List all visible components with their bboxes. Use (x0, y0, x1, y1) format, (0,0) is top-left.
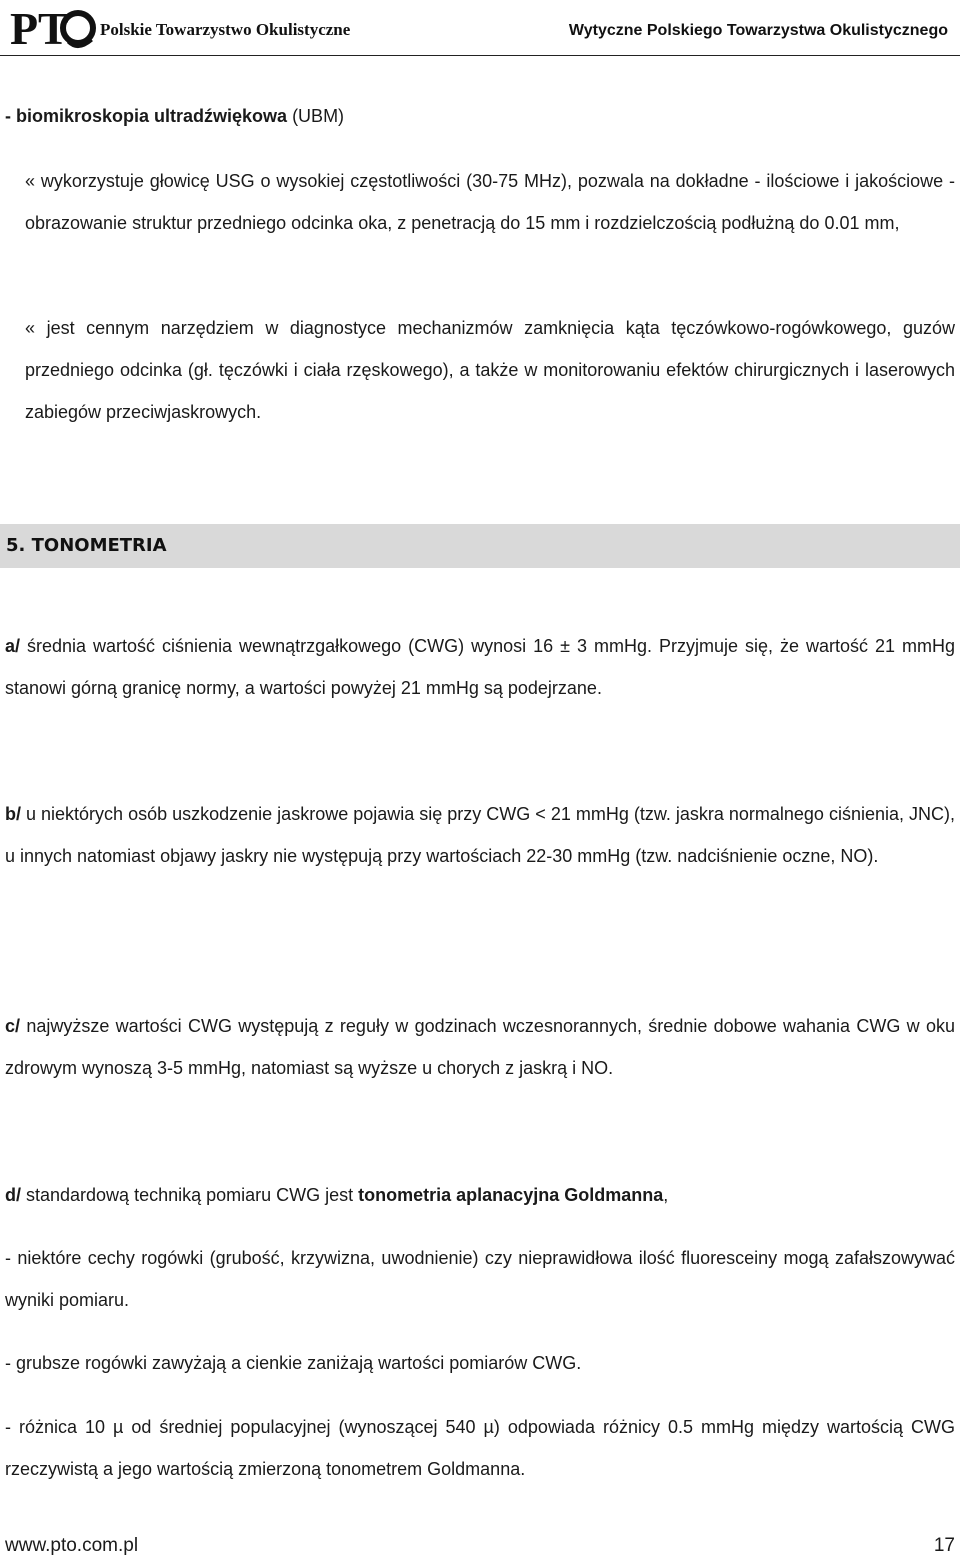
section-header-bar (0, 524, 960, 568)
item-a-label: a/ (5, 636, 21, 656)
svg-text:P: P (10, 3, 39, 52)
organization-name: Polskie Towarzystwo Okulistyczne (100, 20, 351, 39)
item-c (5, 1005, 955, 1089)
item-d-label: d/ (5, 1185, 21, 1205)
pto-logo (8, 2, 98, 52)
item-c-text: najwyższe wartości CWG występują z reguły w godzinach wczesnorannych, średnie dobowe wahania CWG w oku zdrowym wynoszą 3-5 mmHg, natomiast są wyższe u chorych z jaskrą i NO. (5, 1016, 955, 1078)
item-b (5, 793, 955, 877)
page-header (0, 0, 960, 62)
item-d-text-2: , (663, 1185, 669, 1205)
item-a (5, 625, 955, 709)
ubm-heading (5, 95, 955, 137)
ubm-paragraph-1: « wykorzystuje głowicę USG o wysokiej częstotliwości (30-75 MHz), pozwala na dokładne - ilościowe i jakościowe - obrazowanie struktur przedniego odcinka oka, z penetracją do 15 mm i rozdzielczością podłużną do 0.01 mm, (25, 171, 955, 233)
header-divider (0, 55, 960, 56)
document-title: Wytyczne Polskiego Towarzystwa Okulistycznego (568, 22, 948, 39)
ubm-heading-bold: - biomikroskopia ultradźwiękowa (5, 106, 288, 126)
item-a-text: średnia wartość ciśnienia wewnątrzgałkowego (CWG) wynosi 16 ± 3 mmHg. Przyjmuje się, że wartość 21 mmHg stanowi górną granicę normy, a wartości powyżej 21 mmHg są podejrzane. (5, 636, 955, 698)
bullet-2: - grubsze rogówki zawyżają a cienkie zaniżają wartości pomiarów CWG. (5, 1353, 582, 1373)
page-number: 17 (933, 1535, 955, 1556)
footer-url: www.pto.com.pl (5, 1535, 139, 1556)
ubm-paragraph-2: « jest cennym narzędziem w diagnostyce mechanizmów zamknięcia kąta tęczówkowo-rogówkowego, guzów przedniego odcinka (gł. tęczówki i ciała rzęskowego), a także w monitorowaniu efektów chirurgicznych i laserowych zabiegów przeciwjaskrowych. (25, 318, 955, 422)
item-d-bold: tonometria aplanacyjna Goldmanna (358, 1185, 664, 1205)
item-d-text-1: standardową techniką pomiaru CWG jest (21, 1185, 359, 1205)
item-b-text: u niektórych osób uszkodzenie jaskrowe pojawia się przy CWG < 21 mmHg (tzw. jaskra normalnego ciśnienia, JNC), u innych natomiast objawy jaskry nie występują przy wartościach 22-30 mmHg (tzw. nadciśnienie oczne, NO). (5, 804, 955, 866)
item-b-label: b/ (5, 804, 21, 824)
svg-text:T: T (38, 3, 69, 52)
item-d (5, 1174, 955, 1216)
bullet-3: - różnica 10 µ od średniej populacyjnej (wynoszącej 540 µ) odpowiada różnicy 0.5 mmHg między wartością CWG rzeczywistą a jego wartością zmierzoną tonometrem Goldmanna. (5, 1417, 955, 1479)
section-title: 5. TONOMETRIA (6, 535, 167, 556)
bullet-1: - niektóre cechy rogówki (grubość, krzywizna, uwodnienie) czy nieprawidłowa ilość fluoresceiny mogą zafałszowywać wyniki pomiaru. (5, 1248, 955, 1310)
ubm-heading-rest: (UBM) (287, 106, 345, 126)
item-c-label: c/ (5, 1016, 21, 1036)
